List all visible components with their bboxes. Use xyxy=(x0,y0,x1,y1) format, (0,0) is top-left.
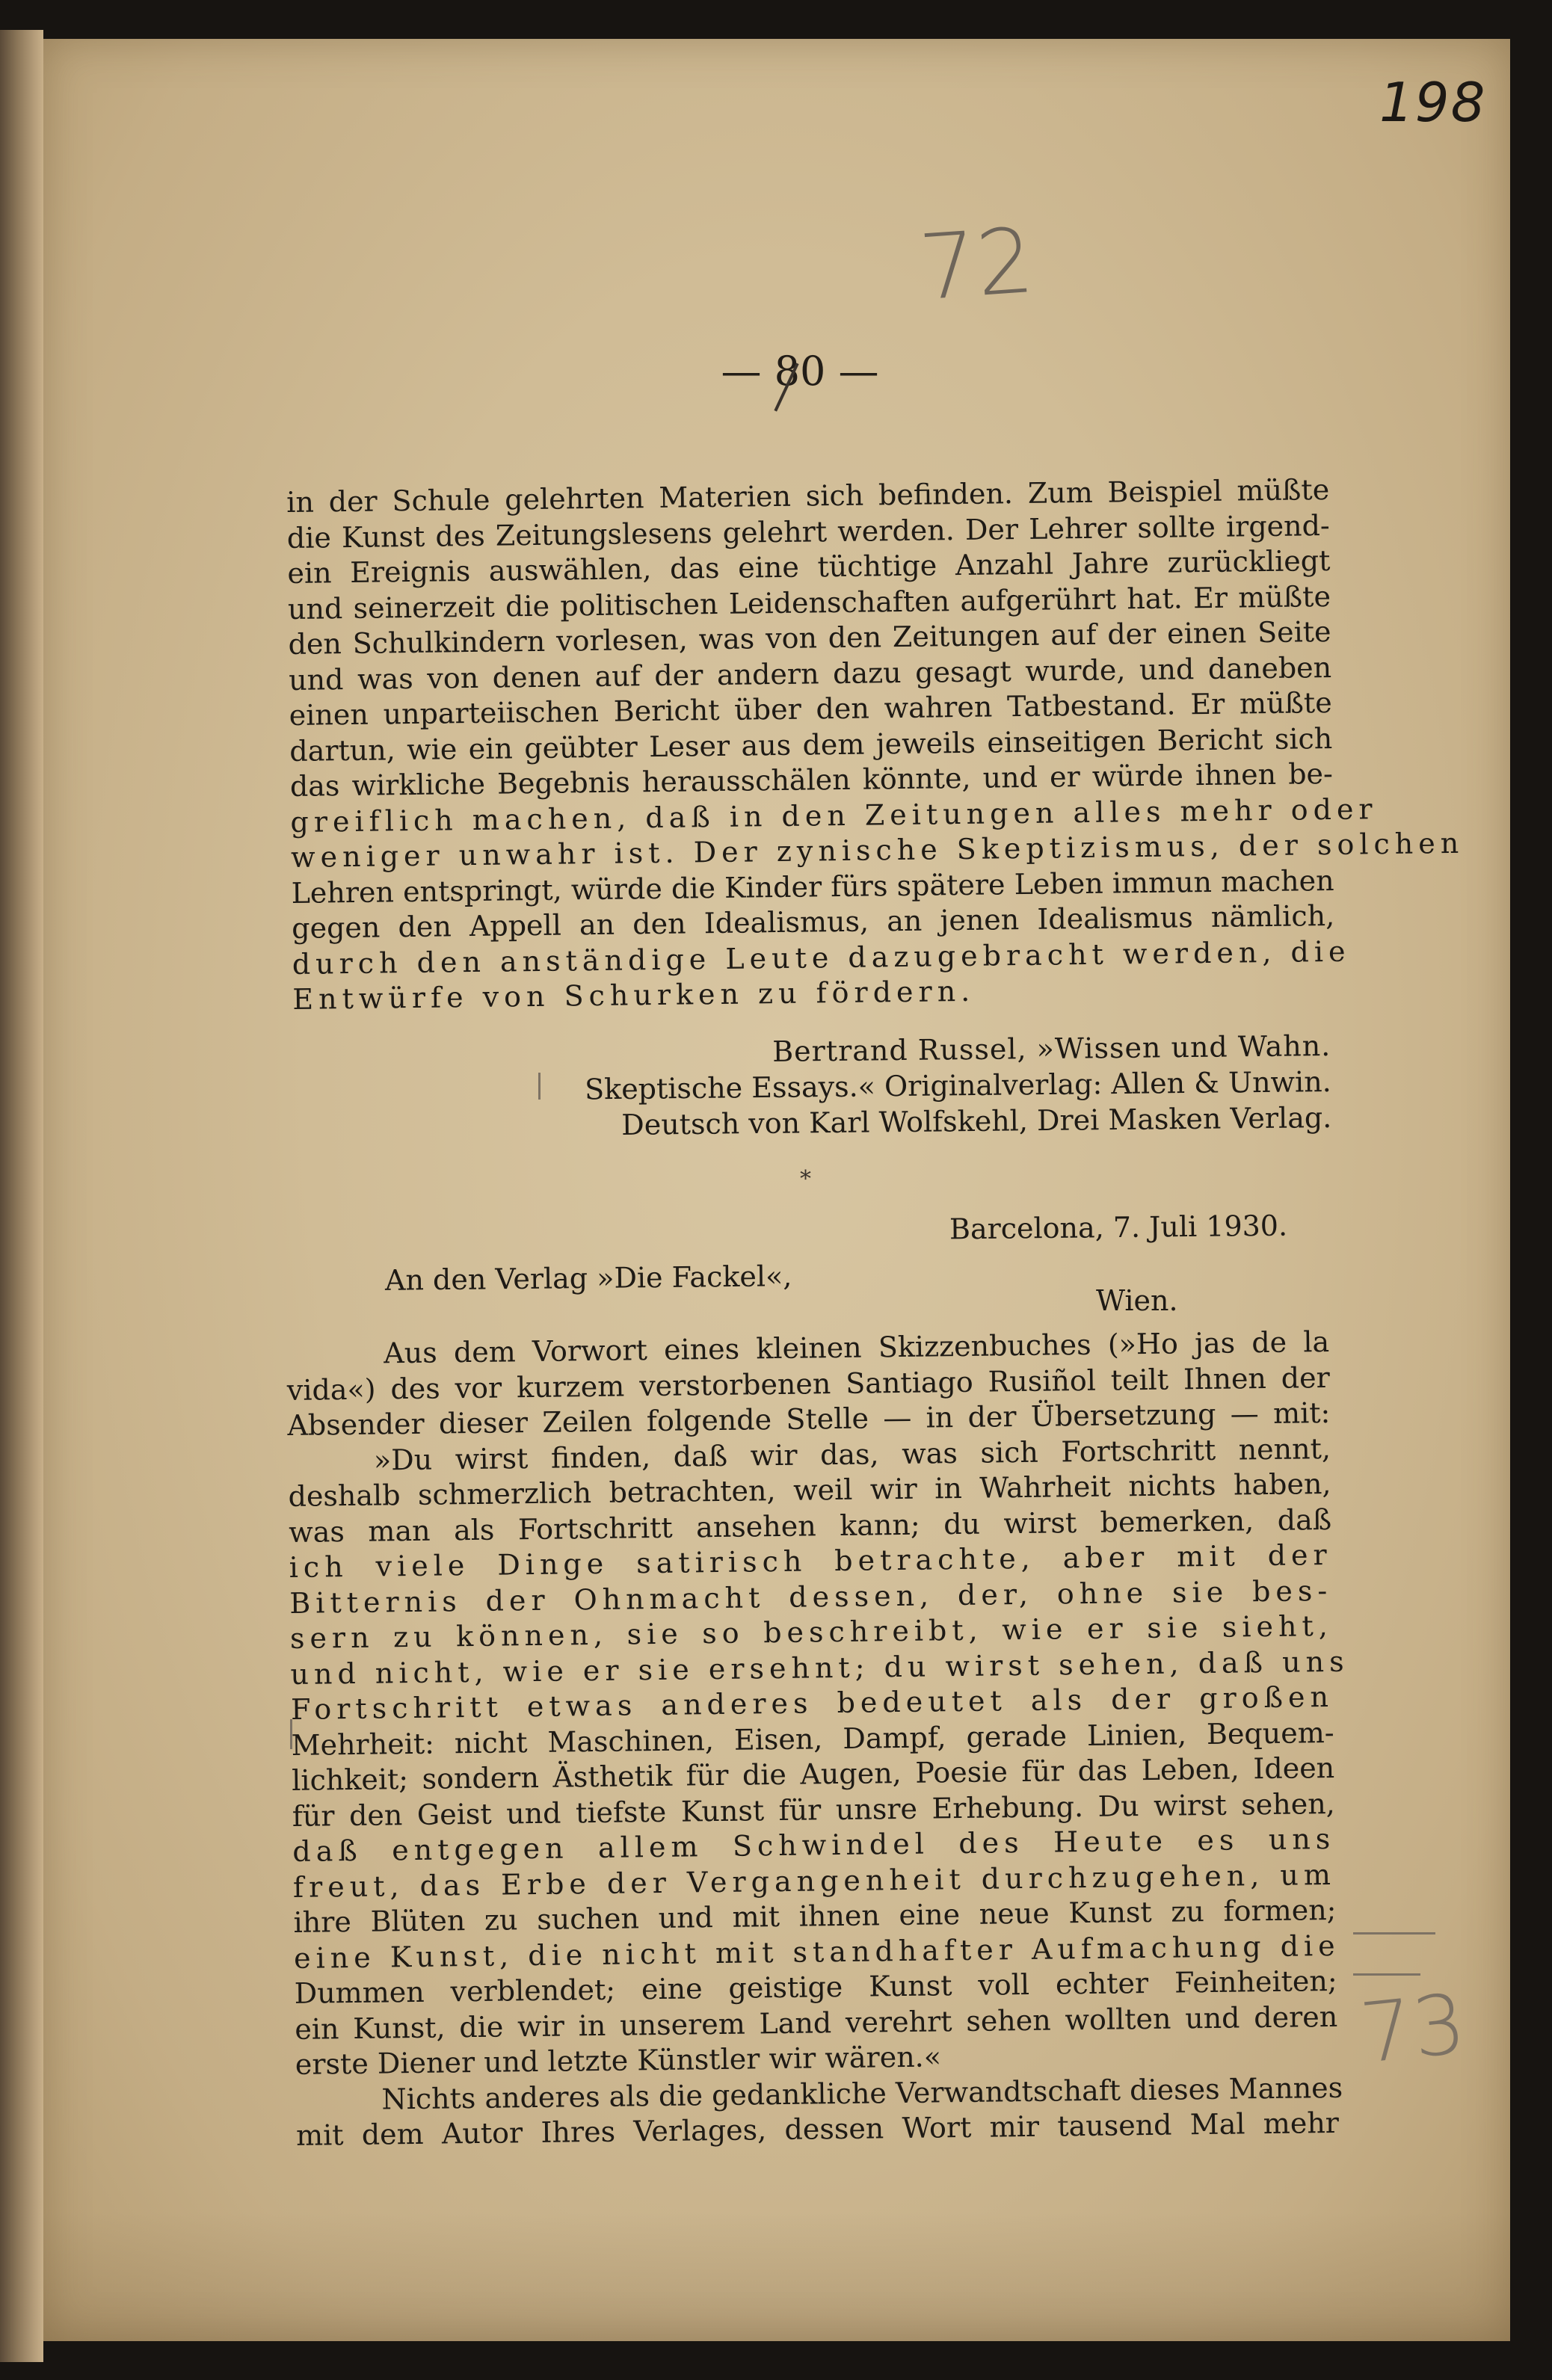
letter-line: »Du wirst finden, daß wir das, was sich Fortschritt nennt, xyxy=(373,1431,1331,1477)
letter-line: freut, das Erbe der Vergangenheit durchzugehen, um xyxy=(292,1858,1337,1904)
quote-line: den Schulkindern vorlesen, was von den Zeitungen auf der einen Seite xyxy=(288,614,1331,661)
letter-body xyxy=(286,1325,1349,2154)
archive-number: 198 xyxy=(1379,71,1487,134)
handwritten-number-top: 72 xyxy=(916,209,1038,321)
letter-line: Fortschritt etwas anderes bedeutet als der großen xyxy=(290,1680,1334,1726)
quote-block xyxy=(286,472,1465,1018)
letter-line: was man als Fortschritt ansehen kann; du wirst bemerken, daß xyxy=(288,1502,1332,1549)
letter-line: sern zu können, sie so beschreibt, wie er sie sieht, xyxy=(289,1609,1334,1655)
page-number xyxy=(703,348,897,395)
letter-line: für den Geist und tiefste Kunst für unsre Erhebung. Du wirst sehen, xyxy=(292,1786,1335,1833)
quote-line: weniger unwahr ist. Der zynische Skeptizismus, der solchen xyxy=(290,826,1465,874)
quote-line: in der Schule gelehrten Materien sich befinden. Zum Beispiel müßte xyxy=(286,472,1330,519)
letter-line: lichkeit; sondern Ästhetik für die Augen, Poesie für das Leben, Ideen xyxy=(291,1751,1335,1797)
letter-line: eine Kunst, die nicht mit standhafter Aufmachung die xyxy=(293,1929,1340,1975)
letter-line: deshalb schmerzlich betrachten, weil wir in Wahrheit nichts haben, xyxy=(288,1467,1331,1513)
page-bottom-shadow xyxy=(43,2213,1510,2341)
quote-line: und seinerzeit die politischen Leidenschaften aufgerührt hat. Er müßte xyxy=(287,579,1331,626)
letter-line: daß entgegen allem Schwindel des Heute es uns xyxy=(292,1822,1336,1868)
margin-mark xyxy=(1353,1973,1420,1976)
letter-line: vida«) des vor kurzem verstorbenen Santiago Rusiñol teilt Ihnen der xyxy=(286,1360,1331,1407)
quote-line: Lehren entspringt, würde die Kinder fürs spätere Leben immun machen xyxy=(291,863,1334,910)
handwritten-number-margin: 73 xyxy=(1355,1976,1471,2082)
quote-line: dartun, wie ein geübter Leser aus dem jeweils einseitigen Bericht sich xyxy=(289,721,1333,768)
quote-line: das wirkliche Begebnis herausschälen könnte, und er würde ihnen be- xyxy=(289,756,1334,803)
letter-line: Absender dieser Zeilen folgende Stelle — in der Übersetzung — mit: xyxy=(287,1396,1331,1442)
letter-line: Nichts anderes als die gedankliche Verwandtschaft dieses Mannes xyxy=(381,2071,1343,2116)
quote-line: gegen den Appell an den Idealismus, an jenen Idealismus nämlich, xyxy=(291,898,1335,945)
letter-line: und nicht, wie er sie ersehnt; du wirst sehen, daß uns xyxy=(290,1644,1349,1691)
letter-line: ich viele Dinge satirisch betrachte, aber mit der xyxy=(289,1538,1332,1584)
quote-line: einen unparteiischen Bericht über den wahren Tatbestand. Er müßte xyxy=(289,685,1332,732)
letter-line: ihre Blüten zu suchen und mit ihnen eine neue Kunst zu formen; xyxy=(293,1893,1337,1939)
letter-line: Mehrheit: nicht Maschinen, Eisen, Dampf, gerade Linien, Bequem- xyxy=(291,1715,1334,1762)
letter-line: ein Kunst, die wir in unserem Land verehrt sehen wollten und deren xyxy=(295,2000,1338,2046)
quote-line: und was von denen auf der andern dazu gesagt wurde, und daneben xyxy=(288,650,1332,697)
letter-line: Aus dem Vorwort eines kleinen Skizzenbuches (»Ho jas de la xyxy=(383,1325,1330,1370)
quote-line: Entwürfe von Schurken zu fördern. xyxy=(292,974,976,1016)
page-number-text: — 80 — xyxy=(721,348,879,395)
citation-line: Skeptische Essays.« Originalverlag: Allen & Unwin. xyxy=(584,1064,1331,1106)
letter-line: mit dem Autor Ihres Verlages, dessen Wort mir tausend Mal mehr xyxy=(295,2106,1340,2152)
quote-line: greiflich machen, daß in den Zeitungen alles mehr oder xyxy=(290,792,1378,839)
letter-date: Barcelona, 7. Juli 1930. xyxy=(949,1209,1288,1246)
quote-line: die Kunst des Zeitungslesens gelehrt werden. Der Lehrer sollte irgend- xyxy=(286,508,1331,555)
letter-city: Wien. xyxy=(1096,1284,1178,1317)
letter-addressee: An den Verlag »Die Fackel«, xyxy=(384,1260,792,1297)
quote-line: ein Ereignis auswählen, das eine tüchtige Anzahl Jahre zurückliegt xyxy=(287,543,1331,590)
citation xyxy=(523,1028,1331,1144)
citation-line: Deutsch von Karl Wolfskehl, Drei Masken Verlag. xyxy=(621,1100,1332,1141)
margin-mark xyxy=(1353,1932,1435,1934)
citation-line: Bertrand Russel, »Wissen und Wahn. xyxy=(772,1029,1331,1068)
letter-line: Dummen verblendet; eine geistige Kunst voll echter Feinheiten; xyxy=(294,1964,1337,2010)
letter-line: Bitternis der Ohnmacht dessen, der, ohne sie bes- xyxy=(289,1573,1333,1620)
section-separator: * xyxy=(800,1166,811,1192)
quote-line: durch den anständige Leute dazugebracht werden, die xyxy=(292,934,1351,981)
letter-line: erste Diener und letzte Künstler wir wären.« xyxy=(295,2040,942,2081)
previous-page-edge xyxy=(0,30,43,2362)
